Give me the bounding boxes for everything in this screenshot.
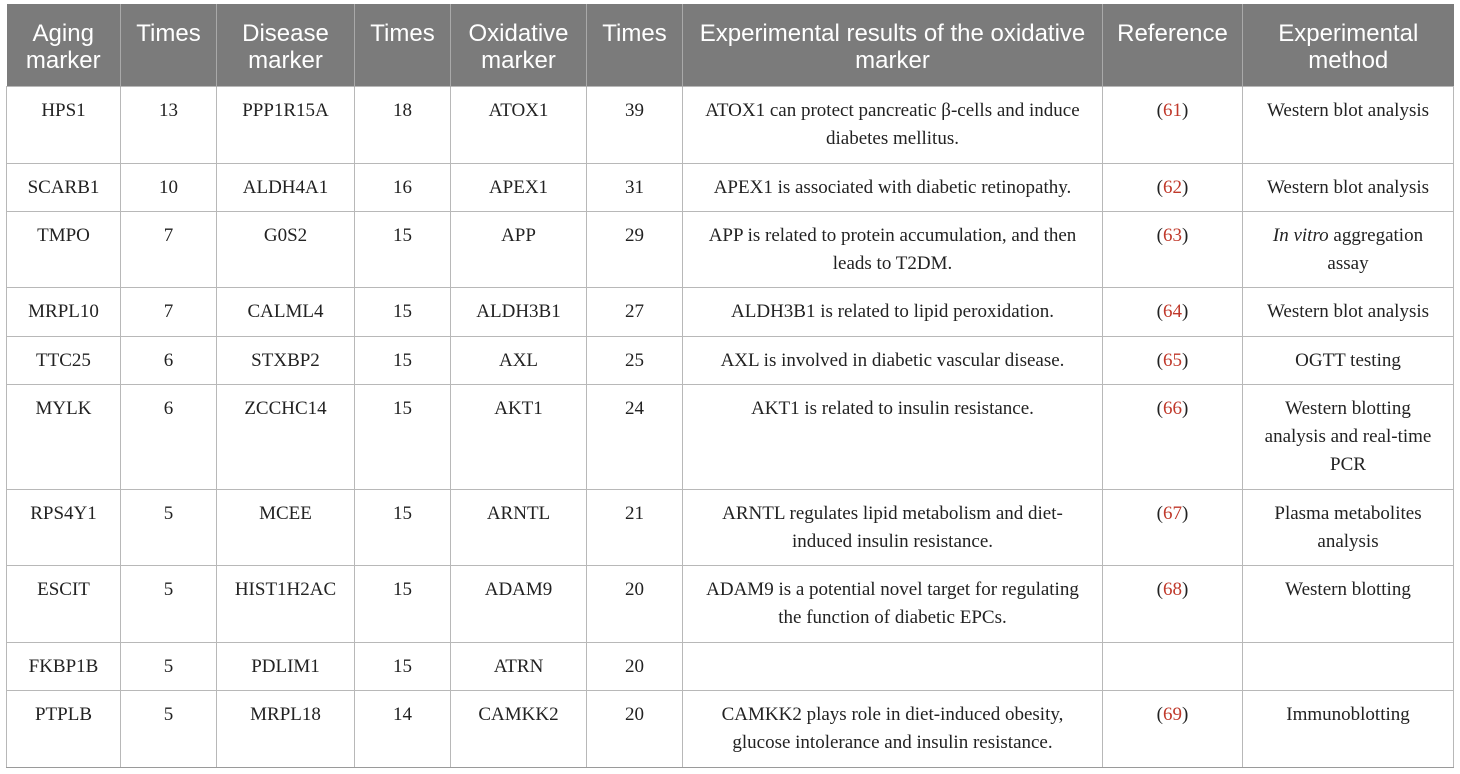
header-reference: Reference (1103, 4, 1243, 87)
reference-cell: (65) (1103, 336, 1243, 384)
experimental-result-cell: ARNTL regulates lipid metabolism and diet-induced insulin resistance. (683, 489, 1103, 566)
table-row (7, 489, 1454, 566)
disease-times-cell: 15 (355, 385, 451, 490)
table-row (7, 385, 1454, 490)
method-text: Western blot analysis (1266, 176, 1430, 198)
oxidative-marker-cell: AKT1 (451, 385, 587, 490)
experimental-result-cell: ADAM9 is a potential novel target for regulating the function of diabetic EPCs. (683, 566, 1103, 643)
reference-link[interactable]: 65 (1163, 349, 1182, 371)
disease-marker-cell: STXBP2 (217, 336, 355, 384)
aging-times-cell: 5 (121, 566, 217, 643)
experimental-method-cell (1243, 336, 1454, 384)
method-text: Plasma metabolites analysis (1274, 502, 1422, 552)
oxidative-times-cell: 20 (587, 566, 683, 643)
disease-marker-cell: PDLIM1 (217, 642, 355, 690)
aging-marker-cell: PTPLB (7, 691, 121, 768)
disease-marker-cell: PPP1R15A (217, 87, 355, 164)
oxidative-times-cell: 25 (587, 336, 683, 384)
reference-cell: (63) (1103, 211, 1243, 288)
experimental-method-cell (1243, 642, 1454, 690)
reference-cell: (64) (1103, 288, 1243, 336)
aging-times-cell: 7 (121, 211, 217, 288)
oxidative-marker-cell: ARNTL (451, 489, 587, 566)
table-row (7, 163, 1454, 211)
table-row (7, 566, 1454, 643)
disease-times-cell: 16 (355, 163, 451, 211)
disease-marker-cell: G0S2 (217, 211, 355, 288)
aging-marker-cell: SCARB1 (7, 163, 121, 211)
aging-marker-cell: MYLK (7, 385, 121, 490)
oxidative-marker-cell: ALDH3B1 (451, 288, 587, 336)
aging-times-cell: 13 (121, 87, 217, 164)
experimental-method-cell (1243, 385, 1454, 490)
reference-link[interactable]: 63 (1163, 224, 1182, 246)
reference-cell: (68) (1103, 566, 1243, 643)
disease-times-cell: 15 (355, 642, 451, 690)
experimental-result-cell: ATOX1 can protect pancreatic β-cells and induce diabetes mellitus. (683, 87, 1103, 164)
reference-link[interactable]: 69 (1163, 704, 1182, 726)
marker-table (6, 4, 1454, 768)
experimental-result-cell: AKT1 is related to insulin resistance. (683, 385, 1103, 490)
method-text: aggregation assay (1327, 224, 1424, 274)
aging-times-cell: 6 (121, 385, 217, 490)
aging-marker-cell: TMPO (7, 211, 121, 288)
disease-marker-cell: CALML4 (217, 288, 355, 336)
table-row (7, 288, 1454, 336)
experimental-method-cell (1243, 163, 1454, 211)
experimental-result-cell: APEX1 is associated with diabetic retinopathy. (683, 163, 1103, 211)
aging-times-cell: 6 (121, 336, 217, 384)
aging-times-cell: 5 (121, 489, 217, 566)
oxidative-times-cell: 31 (587, 163, 683, 211)
header-row (7, 4, 1454, 87)
aging-marker-cell: HPS1 (7, 87, 121, 164)
reference-cell: (62) (1103, 163, 1243, 211)
header-times-2: Times (355, 4, 451, 87)
disease-marker-cell: MCEE (217, 489, 355, 566)
aging-times-cell: 7 (121, 288, 217, 336)
reference-link[interactable]: 66 (1163, 398, 1182, 420)
method-text: Western blotting (1285, 579, 1411, 601)
reference-cell: (66) (1103, 385, 1243, 490)
aging-times-cell: 5 (121, 642, 217, 690)
header-aging-marker: Aging marker (7, 4, 121, 87)
table-row (7, 336, 1454, 384)
experimental-result-cell: AXL is involved in diabetic vascular disease. (683, 336, 1103, 384)
header-times-3: Times (587, 4, 683, 87)
oxidative-times-cell: 39 (587, 87, 683, 164)
oxidative-marker-cell: AXL (451, 336, 587, 384)
method-text: Western blotting analysis and real-time PCR (1264, 398, 1432, 476)
oxidative-times-cell: 21 (587, 489, 683, 566)
reference-link[interactable]: 62 (1163, 176, 1182, 198)
aging-marker-cell: TTC25 (7, 336, 121, 384)
oxidative-marker-cell: APP (451, 211, 587, 288)
experimental-method-cell (1243, 566, 1454, 643)
oxidative-times-cell: 27 (587, 288, 683, 336)
oxidative-times-cell: 29 (587, 211, 683, 288)
method-text: Western blot analysis (1266, 100, 1430, 121)
reference-link[interactable]: 68 (1163, 579, 1182, 601)
experimental-method-cell (1243, 691, 1454, 768)
experimental-method-cell (1243, 87, 1454, 164)
disease-times-cell: 14 (355, 691, 451, 768)
method-text: Immunoblotting (1286, 704, 1410, 726)
method-text: OGTT testing (1295, 349, 1401, 371)
aging-marker-cell: RPS4Y1 (7, 489, 121, 566)
reference-link[interactable]: 64 (1163, 301, 1182, 323)
aging-marker-cell: ESCIT (7, 566, 121, 643)
disease-times-cell: 18 (355, 87, 451, 164)
disease-marker-cell: ALDH4A1 (217, 163, 355, 211)
reference-link[interactable]: 61 (1163, 100, 1182, 121)
experimental-method-cell (1243, 211, 1454, 288)
experimental-result-cell: CAMKK2 plays role in diet-induced obesity, glucose intolerance and insulin resistance. (683, 691, 1103, 768)
experimental-method-cell (1243, 288, 1454, 336)
oxidative-marker-cell: ATOX1 (451, 87, 587, 164)
disease-marker-cell: HIST1H2AC (217, 566, 355, 643)
reference-cell: (69) (1103, 691, 1243, 768)
method-text: Western blot analysis (1266, 301, 1430, 323)
table-row (7, 691, 1454, 768)
header-experimental-method: Experimental method (1243, 4, 1454, 87)
aging-marker-cell: FKBP1B (7, 642, 121, 690)
table-row (7, 87, 1454, 164)
disease-times-cell: 15 (355, 566, 451, 643)
experimental-result-cell: APP is related to protein accumulation, and then leads to T2DM. (683, 211, 1103, 288)
disease-times-cell: 15 (355, 489, 451, 566)
oxidative-times-cell: 24 (587, 385, 683, 490)
experimental-method-cell (1243, 489, 1454, 566)
experimental-result-cell (683, 642, 1103, 690)
oxidative-marker-cell: APEX1 (451, 163, 587, 211)
experimental-result-cell: ALDH3B1 is related to lipid peroxidation. (683, 288, 1103, 336)
table-row (7, 211, 1454, 288)
header-times-1: Times (121, 4, 217, 87)
oxidative-marker-cell: ATRN (451, 642, 587, 690)
aging-marker-cell: MRPL10 (7, 288, 121, 336)
disease-times-cell: 15 (355, 288, 451, 336)
header-oxidative-marker: Oxidative marker (451, 4, 587, 87)
disease-times-cell: 15 (355, 336, 451, 384)
table-row (7, 642, 1454, 690)
header-experimental-results: Experimental results of the oxidative marker (683, 4, 1103, 87)
reference-cell (1103, 642, 1243, 690)
reference-cell: (67) (1103, 489, 1243, 566)
oxidative-times-cell: 20 (587, 691, 683, 768)
disease-times-cell: 15 (355, 211, 451, 288)
disease-marker-cell: ZCCHC14 (217, 385, 355, 490)
oxidative-marker-cell: CAMKK2 (451, 691, 587, 768)
oxidative-marker-cell: ADAM9 (451, 566, 587, 643)
oxidative-times-cell: 20 (587, 642, 683, 690)
reference-link[interactable]: 67 (1163, 502, 1182, 524)
reference-cell: (61) (1103, 87, 1243, 164)
disease-marker-cell: MRPL18 (217, 691, 355, 768)
aging-times-cell: 10 (121, 163, 217, 211)
table-body (7, 87, 1454, 768)
method-italic-text: In vitro (1272, 224, 1329, 246)
aging-times-cell: 5 (121, 691, 217, 768)
header-disease-marker: Disease marker (217, 4, 355, 87)
